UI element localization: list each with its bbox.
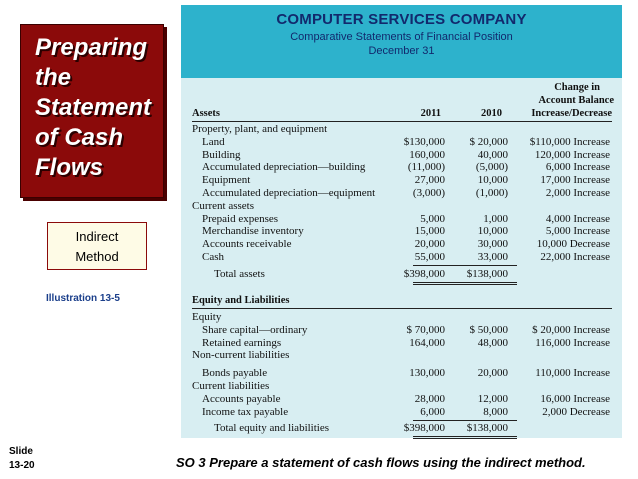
year-2011-header: 2011 [420,108,441,119]
value-2010: 33,000 [477,251,508,263]
value-change: 16,000 Increase [540,392,610,405]
assets-header: Assets [192,108,220,119]
row-label: Total assets [214,267,265,280]
value-2011: $398,000 [403,422,445,435]
table-row [181,161,622,174]
value-change: 2,000 Increase [545,187,610,199]
study-objective: SO 3 Prepare a statement of cash flows using the indirect method. [176,455,586,470]
row-label: Income tax payable [202,405,289,418]
table-row [181,380,622,393]
value-change: 116,000 Increase [535,336,610,349]
value-2010: 12,000 [477,392,508,405]
row-label: Accounts payable [202,392,281,405]
row-label: Accounts receivable [202,238,292,251]
value-2010: (1,000) [475,187,508,199]
illustration-label: Illustration 13-5 [46,293,120,304]
value-change: $ 20,000 Increase [532,323,610,336]
value-change: $110,000 Increase [529,135,610,148]
column-header-line1 [181,81,622,94]
statement-date: December 31 [368,45,435,57]
value-2010: 1,000 [483,212,508,225]
row-label: Accumulated depreciation—equipment [202,187,376,199]
value-2010: $ 50,000 [469,323,508,336]
slide-number: Slide 13-20 [9,446,35,471]
value-2010: 48,000 [477,336,508,349]
method-label-box: Indirect Method [47,222,147,270]
value-2011: 5,000 [420,212,445,225]
change-header-2: Account Balance [538,95,614,106]
table-row [181,393,622,406]
row-label: Share capital—ordinary [202,323,308,336]
value-2011: 20,000 [414,238,445,251]
row-label: Land [202,135,225,148]
company-name: COMPUTER SERVICES COMPANY [276,11,527,28]
row-label: Accumulated depreciation—building [202,161,366,174]
table-row [181,349,622,362]
row-label: Property, plant, and equipment [192,123,328,135]
row-label: Cash [202,251,224,263]
table-row [181,136,622,149]
row-label: Non-current liabilities [192,349,290,362]
value-change: 2,000 Decrease [542,405,610,418]
subtotal-rule [413,265,517,266]
value-2010: 20,000 [477,367,508,380]
value-change: 10,000 Decrease [536,238,610,251]
column-header-line3 [181,107,622,120]
row-label: Bonds payable [202,367,268,380]
row-label: Prepaid expenses [202,212,279,225]
value-2010: (5,000) [475,161,508,174]
financial-statement [181,5,622,438]
value-change: 17,000 Increase [540,174,610,187]
value-change: 22,000 Increase [540,251,610,263]
value-2011: 27,000 [414,174,445,187]
table-row [181,238,622,251]
value-2011: $130,000 [403,135,445,148]
table-row [181,367,622,380]
equity-header-row [181,294,622,307]
statement-subtitle: Comparative Statements of Financial Position [290,31,513,43]
value-change: 6,000 Increase [545,161,610,174]
table-row [181,200,622,213]
slide-title: Preparing the Statement of Cash Flows [35,34,152,181]
value-change: 4,000 Increase [545,212,610,225]
table-row [181,251,622,264]
value-2011: (3,000) [412,187,445,199]
value-2010: $ 20,000 [469,135,508,148]
value-2010: 10,000 [477,174,508,187]
table-row [181,406,622,419]
row-label: Current liabilities [192,380,270,392]
value-2011: 55,000 [414,251,445,263]
value-2011: 15,000 [414,225,445,238]
value-2010: $138,000 [466,422,508,435]
statement-header [181,5,622,78]
value-2010: 40,000 [477,148,508,161]
table-row [181,213,622,226]
value-change: 120,000 Increase [534,148,610,161]
value-2011: 130,000 [409,367,445,380]
value-2011: $398,000 [403,267,445,280]
table-row [181,149,622,162]
table-row [181,225,622,238]
table-row [181,311,622,324]
subtotal-rule [413,420,517,421]
value-2011: 160,000 [409,148,445,161]
value-2011: 6,000 [420,405,445,418]
value-2010: 8,000 [483,405,508,418]
value-2011: 164,000 [409,336,445,349]
value-2011: 28,000 [414,392,445,405]
equity-rule [192,308,612,309]
table-row [181,337,622,350]
total-double-rule [413,282,517,285]
column-header-line2 [181,94,622,107]
value-2010: 10,000 [477,225,508,238]
change-header-1: Change in [554,82,600,93]
equity-header: Equity and Liabilities [192,295,290,306]
row-label: Total equity and liabilities [214,422,330,435]
table-row [181,187,622,200]
change-header-3: Increase/Decrease [531,108,612,119]
row-label: Equity [192,311,222,323]
value-change: 5,000 Increase [545,225,610,238]
table-row [181,123,622,136]
row-label: Merchandise inventory [202,225,304,238]
year-2010-header: 2010 [481,108,502,119]
header-rule [192,121,612,122]
table-row [181,422,622,435]
slide-title-box [20,24,164,198]
value-2011: (11,000) [407,161,445,174]
value-change: 110,000 Increase [535,367,610,380]
row-label: Equipment [202,174,251,187]
table-row [181,268,622,281]
row-label: Current assets [192,199,255,212]
total-double-rule [413,436,517,439]
value-2011: $ 70,000 [406,323,445,336]
row-label: Retained earnings [202,336,282,349]
value-2010: $138,000 [466,267,508,280]
row-label: Building [202,148,241,161]
table-row [181,324,622,337]
table-row [181,174,622,187]
value-2010: 30,000 [477,238,508,251]
